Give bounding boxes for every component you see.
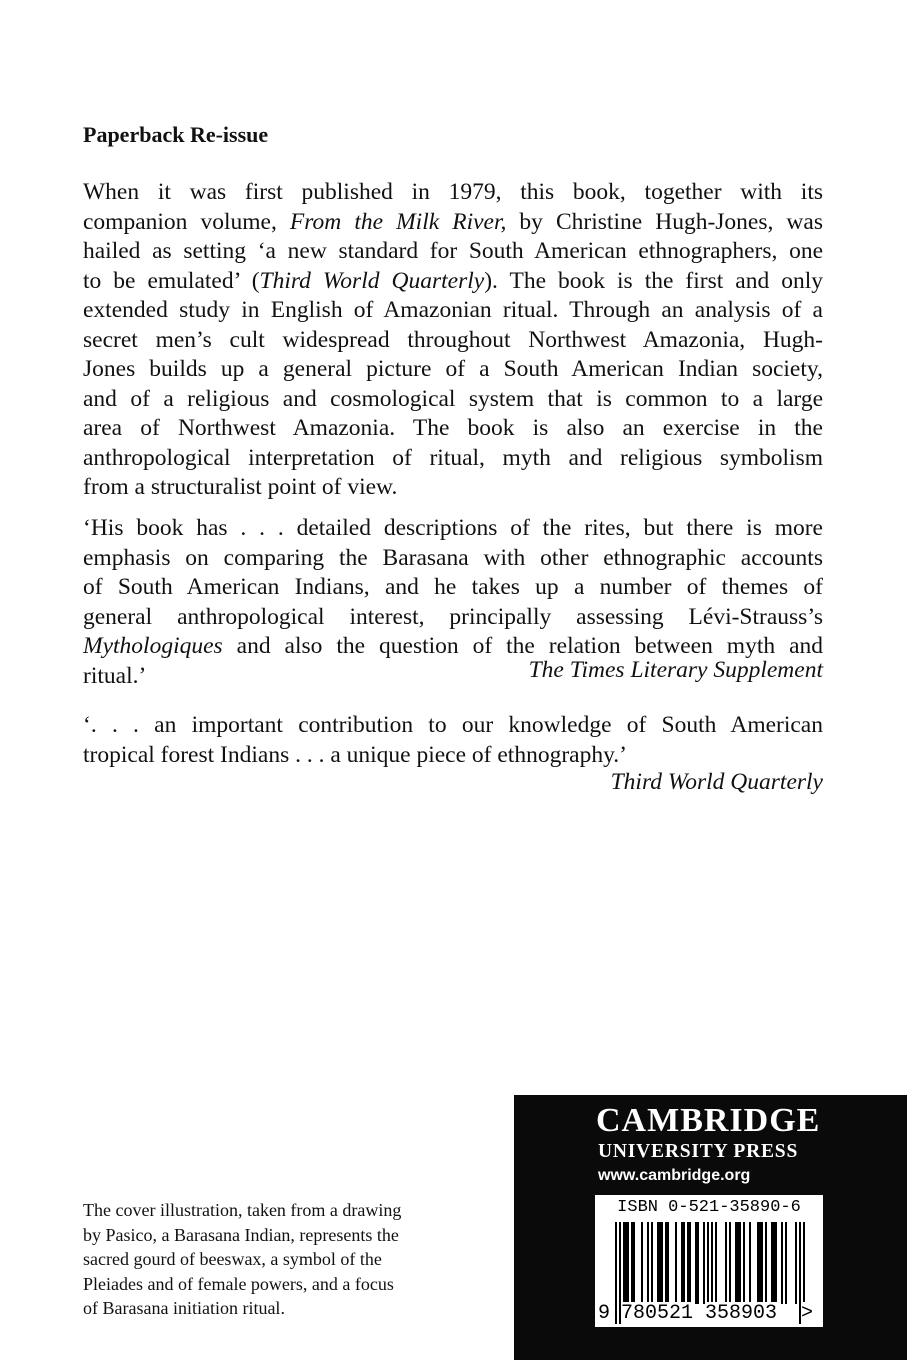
barcode-bar: [623, 1222, 625, 1304]
description-line: When it was first published in 1979, this book, together with its: [83, 179, 823, 205]
barcode-bar: [661, 1222, 663, 1304]
quote-twq-line: tropical forest Indians . . . a unique piece of ethnography.’: [83, 741, 628, 768]
barcode-bar: [761, 1222, 763, 1304]
barcode-bar: [757, 1222, 759, 1304]
quote-twq-line: ‘. . . an important contribution to our knowledge of South American: [83, 712, 823, 738]
barcode-bar: [641, 1222, 643, 1304]
description-line: companion volume, From the Milk River, by Christine Hugh-Jones, was: [83, 208, 823, 235]
barcode-bar: [651, 1222, 653, 1304]
barcode-bar: [715, 1222, 717, 1304]
barcode-bar: [647, 1222, 649, 1304]
barcode-bar: [667, 1222, 669, 1304]
barcode-bar: [657, 1222, 659, 1304]
quote-tls-line: Mythologiques and also the question of the relation between myth and: [83, 633, 823, 659]
barcode-digits-right: 358903: [705, 1302, 778, 1325]
barcode-bar: [737, 1222, 739, 1304]
barcode-bar: [659, 1222, 661, 1304]
description-line: hailed as setting ‘a new standard for South American ethnographers, one: [83, 238, 823, 264]
quote-tls-line: ‘His book has . . . detailed descriptions of the rites, but there is more: [83, 515, 823, 541]
publisher-panel: [514, 1095, 907, 1360]
barcode-bar: [683, 1222, 685, 1304]
quote-tls-line: emphasis on comparing the Barasana with other ethnographic accounts: [83, 544, 823, 571]
barcode-bar: [743, 1222, 745, 1304]
description-line: to be emulated’ (Third World Quarterly). The book is the first and only: [83, 267, 823, 294]
barcode-bar: [749, 1222, 751, 1304]
barcode-bar: [631, 1222, 633, 1304]
barcode-bar: [735, 1222, 737, 1304]
review-source-twq: Third World Quarterly: [610, 769, 823, 795]
description-line: anthropological interpretation of ritual, myth and religious symbolism: [83, 444, 823, 471]
barcode-bar: [687, 1222, 689, 1304]
caption-line: Pleiades and of female powers, and a focus: [83, 1273, 394, 1294]
barcode-bar: [703, 1222, 705, 1304]
barcode-bar: [633, 1222, 635, 1304]
description-line: area of Northwest Amazonia. The book is also an exercise in the: [83, 415, 823, 441]
publisher-url: www.cambridge.org: [598, 1167, 751, 1184]
barcode-bar: [729, 1222, 731, 1304]
caption-line: sacred gourd of beeswax, a symbol of the: [83, 1249, 382, 1269]
barcode-bar: [795, 1222, 797, 1304]
caption-line: of Barasana initiation ritual.: [83, 1298, 285, 1318]
quote-tls-line: ritual.’: [83, 662, 147, 689]
description-paragraph: [83, 178, 823, 503]
barcode-bar: [781, 1222, 783, 1304]
barcode-bar: [627, 1222, 629, 1304]
review-source-tls: The Times Literary Supplement: [528, 657, 823, 683]
description-line: Jones builds up a general picture of a South American Indian society,: [83, 356, 823, 382]
section-heading: Paperback Re-issue: [83, 122, 269, 147]
description-line: extended study in English of Amazonian ritual. Through an analysis of a: [83, 297, 823, 323]
barcode-bar: [775, 1222, 777, 1304]
barcode-arrow: >: [801, 1302, 814, 1325]
barcode-bar: [675, 1222, 677, 1304]
description-line: from a structuralist point of view.: [83, 474, 398, 500]
isbn-barcode: [595, 1195, 823, 1327]
quote-tls-line: general anthropological interest, principally assessing Lévi-Strauss’s: [83, 603, 823, 630]
barcode-digits: [595, 1302, 823, 1326]
barcode-bar: [759, 1222, 761, 1304]
barcode-bar: [771, 1222, 773, 1304]
publisher-logo-press: UNIVERSITY PRESS: [598, 1141, 799, 1162]
barcode-bar: [665, 1222, 667, 1304]
cover-illustration-caption: [83, 1198, 483, 1321]
barcode-bar: [725, 1222, 727, 1304]
barcode-bar: [773, 1222, 775, 1304]
barcode-digit-first: 9: [598, 1302, 611, 1325]
isbn-number: ISBN 0-521-35890-6: [617, 1198, 801, 1217]
quote-tls-line: of South American Indians, and he takes up a number of themes of: [83, 574, 823, 600]
caption-line: The cover illustration, taken from a drawing: [83, 1200, 402, 1220]
barcode-bar: [785, 1222, 787, 1304]
barcode-bar: [625, 1222, 627, 1304]
barcode-digits-left: 780521: [621, 1302, 694, 1325]
barcode-bar: [765, 1222, 767, 1304]
description-line: and of a religious and cosmological system that is common to a large: [83, 385, 823, 412]
publisher-logo-name: CAMBRIDGE: [596, 1102, 821, 1139]
barcode-bar: [681, 1222, 683, 1304]
caption-line: by Pasico, a Barasana Indian, represents the: [83, 1224, 399, 1245]
barcode-bar: [739, 1222, 741, 1304]
description-line: secret men’s cult widespread throughout Northwest Amazonia, Hugh-: [83, 326, 823, 353]
barcode-bar: [689, 1222, 691, 1304]
barcode-bar: [695, 1222, 697, 1304]
barcode-bar: [697, 1222, 699, 1304]
review-quote-twq: [83, 711, 823, 770]
